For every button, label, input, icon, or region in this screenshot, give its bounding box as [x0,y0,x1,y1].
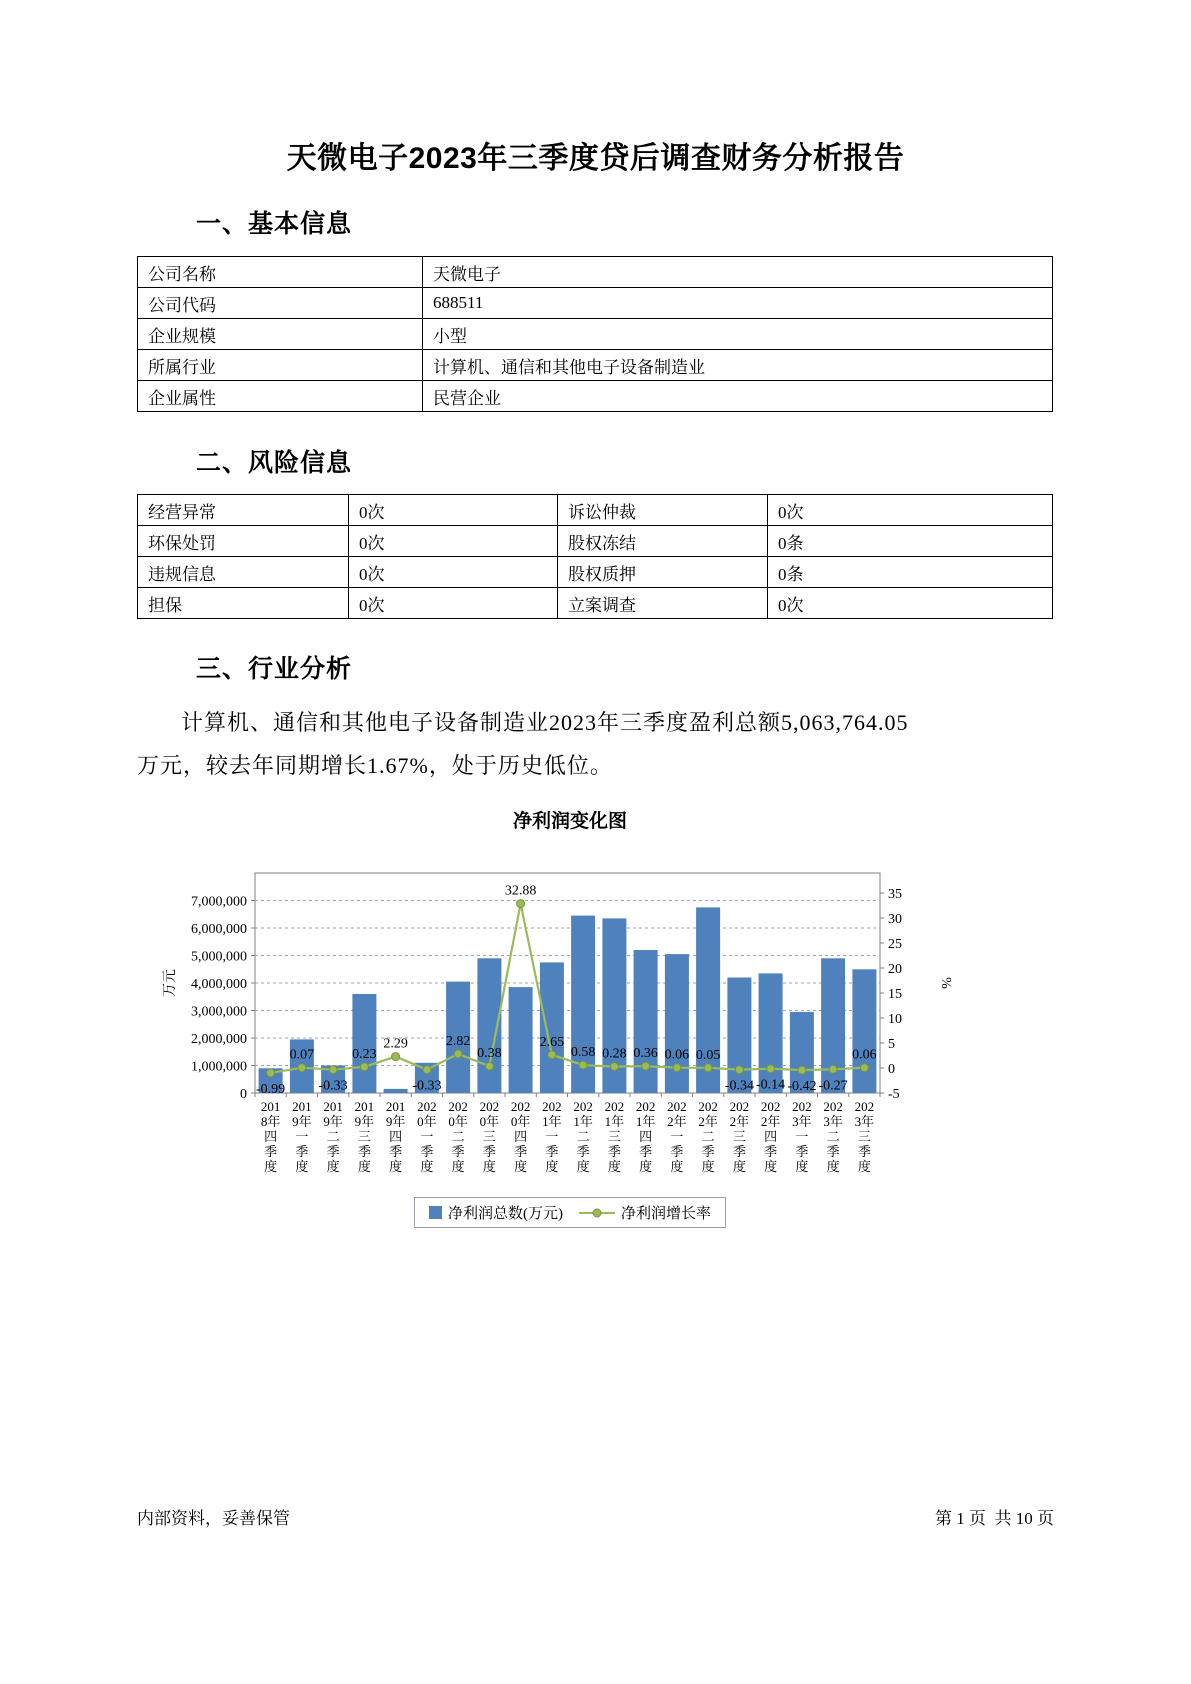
svg-text:202: 202 [698,1099,718,1114]
svg-text:季: 季 [639,1144,653,1159]
svg-text:-0.99: -0.99 [256,1081,286,1097]
svg-text:季: 季 [326,1144,340,1159]
svg-text:1,000,000: 1,000,000 [191,1059,247,1075]
svg-text:32.88: 32.88 [504,883,537,899]
x-axis-ticks [255,1093,880,1097]
svg-text:2.65: 2.65 [539,1034,565,1050]
section-heading-basic-info: 一、基本信息 [196,210,353,238]
svg-text:-0.42: -0.42 [787,1079,817,1095]
svg-text:2,000,000: 2,000,000 [191,1032,247,1047]
footer-confidential-note: 内部资料，妥善保管 [137,1509,290,1528]
svg-text:-0.34: -0.34 [724,1078,754,1094]
svg-text:0.06: 0.06 [664,1047,690,1063]
table-row [138,288,1053,319]
svg-text:一: 一 [295,1129,309,1144]
legend-item-line-series [579,1202,711,1223]
section-heading-risk-info: 二、风险信息 [196,449,353,477]
cell-value: 688511 [423,288,1053,319]
svg-text:季: 季 [514,1144,528,1159]
svg-text:二: 二 [701,1129,715,1144]
svg-text:20: 20 [888,962,902,977]
svg-text:202: 202 [854,1099,875,1114]
cell-label: 企业属性 [138,381,423,412]
cell-value: 计算机、通信和其他电子设备制造业 [423,350,1053,381]
svg-text:度: 度 [420,1159,434,1174]
svg-text:季: 季 [795,1144,809,1159]
right-axis-ticks [880,887,902,1102]
page-title: 天微电子2023年三季度贷后调查财务分析报告 [286,142,905,175]
svg-text:0年: 0年 [417,1114,437,1129]
x-axis-labels [261,1099,874,1174]
left-axis-title: 万元 [163,969,178,997]
svg-text:二: 二 [451,1129,465,1144]
svg-text:一: 一 [420,1129,434,1144]
cell-value: 0次 [349,495,558,526]
cell-label: 企业规模 [138,319,423,350]
svg-text:202: 202 [417,1099,437,1114]
cell-value: 民营企业 [423,381,1053,412]
svg-text:度: 度 [545,1159,559,1174]
svg-text:二: 二 [326,1129,340,1144]
svg-text:季: 季 [545,1144,559,1159]
bar-series-label: 净利润总数(万元) [447,1206,563,1222]
svg-text:7,000,000: 7,000,000 [191,894,247,910]
svg-text:0.06: 0.06 [852,1047,877,1063]
svg-text:9年: 9年 [323,1114,343,1129]
growth-data-labels [256,884,877,1097]
svg-text:度: 度 [826,1159,840,1174]
cell-value: 小型 [423,319,1053,350]
svg-text:6,000,000: 6,000,000 [191,922,247,937]
cell-value: 0次 [349,526,558,557]
svg-text:201: 201 [260,1099,281,1114]
svg-text:度: 度 [701,1159,715,1174]
svg-text:度: 度 [451,1159,465,1174]
svg-text:度: 度 [795,1159,809,1174]
svg-text:三: 三 [732,1129,746,1144]
svg-text:1年: 1年 [542,1114,562,1129]
cell-value: 0条 [768,526,1053,557]
svg-text:季: 季 [701,1144,715,1159]
svg-text:202: 202 [573,1099,593,1114]
svg-text:季: 季 [482,1144,496,1159]
svg-text:度: 度 [357,1159,371,1174]
svg-text:3年: 3年 [854,1114,875,1129]
svg-text:三: 三 [482,1129,496,1144]
svg-text:0.23: 0.23 [352,1046,377,1062]
svg-text:9年: 9年 [292,1114,312,1129]
section-heading-industry-analysis: 三、行业分析 [196,655,353,683]
svg-text:202: 202 [479,1099,500,1114]
cell-label: 担保 [138,588,349,619]
svg-text:0.38: 0.38 [477,1046,502,1062]
svg-text:9年: 9年 [354,1114,375,1129]
svg-text:2年: 2年 [698,1114,718,1129]
cell-value: 0条 [768,557,1053,588]
cell-value: 天微电子 [423,257,1053,288]
risk-info-table [137,494,1053,619]
svg-text:季: 季 [764,1144,778,1159]
svg-text:202: 202 [760,1099,781,1114]
svg-text:30: 30 [888,912,902,927]
svg-text:0年: 0年 [448,1114,468,1129]
svg-text:一: 一 [545,1129,559,1144]
net-profit-chart-block [150,806,990,1228]
svg-text:四: 四 [264,1129,278,1144]
svg-text:201: 201 [292,1099,312,1114]
chart-legend [414,1197,726,1228]
svg-text:0年: 0年 [479,1114,500,1129]
svg-text:-0.33: -0.33 [318,1078,348,1094]
svg-text:3年: 3年 [792,1114,812,1129]
net-profit-chart [150,835,990,1195]
svg-text:2年: 2年 [729,1114,750,1129]
svg-text:5,000,000: 5,000,000 [191,949,247,965]
svg-text:202: 202 [635,1099,656,1114]
svg-text:202: 202 [448,1099,468,1114]
svg-text:度: 度 [607,1159,621,1174]
svg-text:201: 201 [323,1099,343,1114]
svg-text:度: 度 [732,1159,746,1174]
svg-text:四: 四 [389,1129,403,1144]
svg-text:一: 一 [795,1129,809,1144]
svg-text:0.36: 0.36 [633,1046,658,1062]
svg-text:季: 季 [420,1144,434,1159]
svg-text:-5: -5 [888,1087,900,1102]
chart-canvas [150,835,990,1195]
svg-text:二: 二 [576,1129,590,1144]
svg-text:季: 季 [451,1144,465,1159]
svg-text:202: 202 [823,1099,843,1114]
svg-text:度: 度 [857,1159,871,1174]
svg-text:度: 度 [514,1159,528,1174]
cell-label: 股权冻结 [558,526,768,557]
cell-label: 所属行业 [138,350,423,381]
cell-value: 0次 [768,495,1053,526]
svg-text:1年: 1年 [604,1114,625,1129]
svg-text:四: 四 [639,1129,653,1144]
line-series-label: 净利润增长率 [620,1206,711,1222]
svg-text:季: 季 [826,1144,840,1159]
cell-value: 0次 [768,588,1053,619]
svg-text:202: 202 [729,1099,750,1114]
svg-text:15: 15 [888,987,902,1002]
cell-label: 公司名称 [138,257,423,288]
svg-text:季: 季 [264,1144,278,1159]
svg-text:季: 季 [389,1144,403,1159]
svg-text:季: 季 [607,1144,621,1159]
table-row [138,526,1053,557]
cell-label: 环保处罚 [138,526,349,557]
svg-text:0: 0 [240,1087,247,1102]
svg-text:季: 季 [576,1144,590,1159]
table-row [138,319,1053,350]
svg-text:度: 度 [295,1159,309,1174]
cell-label: 立案调查 [558,588,768,619]
svg-text:-0.27: -0.27 [818,1078,848,1094]
svg-text:二: 二 [826,1129,840,1144]
svg-text:-0.14: -0.14 [756,1077,786,1093]
svg-text:201: 201 [354,1099,375,1114]
line-swatch-glyph [579,1207,615,1219]
bar-series-swatch-icon [429,1206,442,1219]
svg-text:3,000,000: 3,000,000 [191,1004,247,1020]
svg-text:0: 0 [888,1062,895,1077]
svg-text:0年: 0年 [510,1114,531,1129]
svg-text:0.58: 0.58 [570,1045,596,1061]
svg-text:1年: 1年 [635,1114,656,1129]
svg-text:5: 5 [888,1037,895,1052]
right-axis-title: % [938,977,953,989]
svg-text:202: 202 [542,1099,562,1114]
svg-text:三: 三 [857,1129,871,1144]
cell-label: 经营异常 [138,495,349,526]
svg-text:三: 三 [357,1129,371,1144]
svg-text:四: 四 [764,1129,778,1144]
table-row [138,495,1053,526]
cell-label: 股权质押 [558,557,768,588]
cell-label: 诉讼仲裁 [558,495,768,526]
svg-text:8年: 8年 [260,1114,281,1129]
svg-text:202: 202 [792,1099,812,1114]
svg-text:度: 度 [639,1159,653,1174]
svg-text:-0.33: -0.33 [412,1078,442,1094]
svg-text:度: 度 [482,1159,496,1174]
svg-text:三: 三 [607,1129,621,1144]
svg-text:季: 季 [357,1144,371,1159]
svg-text:2年: 2年 [760,1114,781,1129]
svg-text:4,000,000: 4,000,000 [191,977,247,992]
table-row [138,557,1053,588]
svg-text:202: 202 [510,1099,531,1114]
table-row [138,350,1053,381]
svg-text:10: 10 [888,1012,902,1027]
svg-text:度: 度 [389,1159,403,1174]
cell-value: 0次 [349,557,558,588]
table-row [138,381,1053,412]
svg-text:度: 度 [670,1159,684,1174]
svg-text:35: 35 [888,887,902,902]
footer-page-number: 第 1 页 共 10 页 [935,1509,1054,1528]
svg-text:一: 一 [670,1129,684,1144]
line-series-swatch-icon [579,1207,615,1219]
svg-text:度: 度 [326,1159,340,1174]
table-row [138,588,1053,619]
svg-text:202: 202 [667,1099,687,1114]
svg-text:季: 季 [295,1144,309,1159]
svg-text:度: 度 [764,1159,778,1174]
svg-text:202: 202 [604,1099,625,1114]
svg-text:0.28: 0.28 [602,1046,627,1062]
industry-analysis-paragraph: 计算机、通信和其他电子设备制造业2023年三季度盈利总额5,063,764.05万元，较去年同期增长1.67%，处于历史低位。 [137,710,909,778]
table-row [138,257,1053,288]
svg-text:四: 四 [514,1129,528,1144]
svg-text:2.82: 2.82 [445,1033,471,1049]
svg-text:季: 季 [857,1144,871,1159]
legend-item-bar-series [429,1202,563,1223]
svg-text:季: 季 [670,1144,684,1159]
basic-info-table [137,256,1053,412]
svg-text:1年: 1年 [573,1114,593,1129]
svg-text:2年: 2年 [667,1114,687,1129]
svg-text:0.07: 0.07 [289,1047,315,1063]
cell-value: 0次 [349,588,558,619]
svg-text:季: 季 [732,1144,746,1159]
svg-text:9年: 9年 [385,1114,406,1129]
cell-label: 违规信息 [138,557,349,588]
chart-title: 净利润变化图 [512,811,627,832]
svg-text:0.05: 0.05 [695,1047,721,1063]
cell-label: 公司代码 [138,288,423,319]
svg-text:3年: 3年 [823,1114,843,1129]
svg-text:2.29: 2.29 [383,1036,408,1052]
svg-text:201: 201 [385,1099,406,1114]
svg-text:度: 度 [576,1159,590,1174]
svg-text:度: 度 [264,1159,278,1174]
svg-text:25: 25 [888,937,902,952]
